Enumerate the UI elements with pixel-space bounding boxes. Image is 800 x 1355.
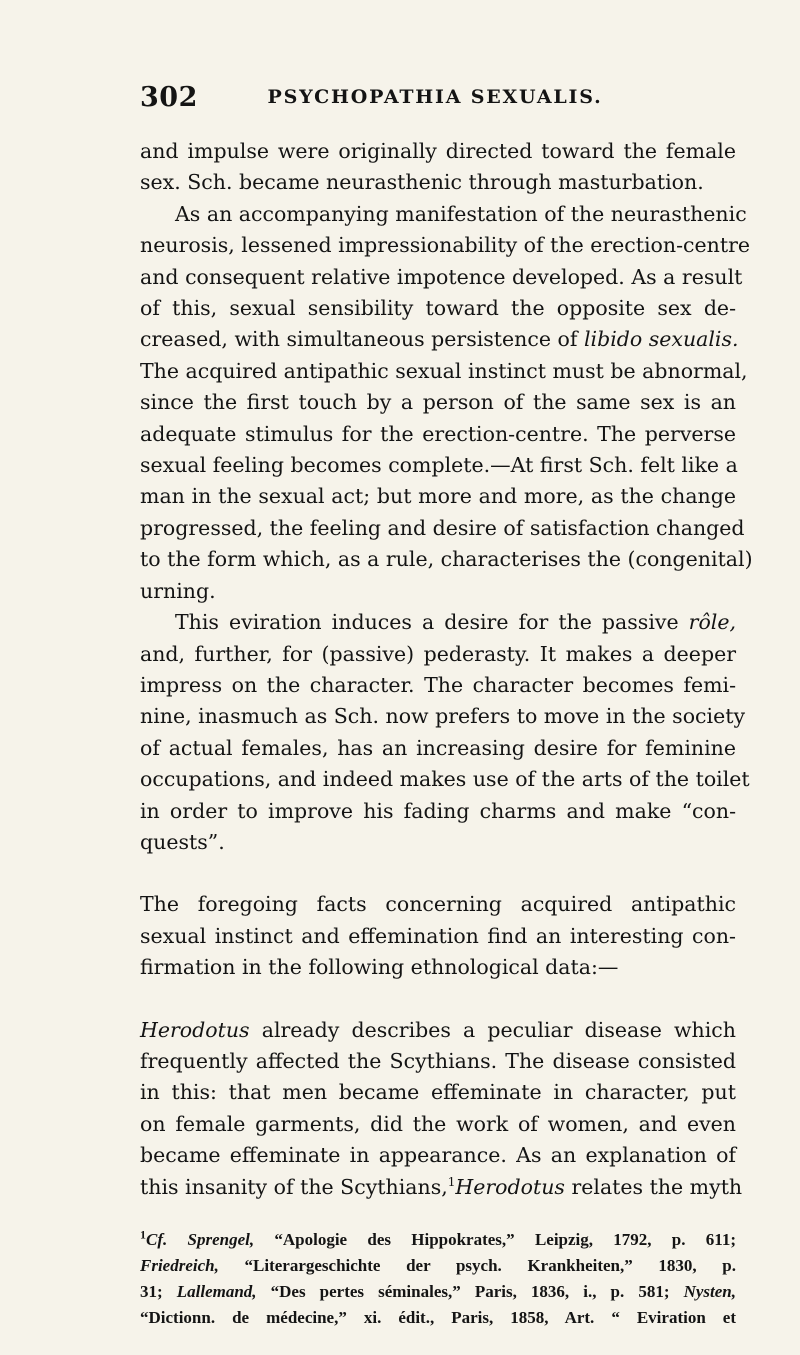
italic-name: Sprengel, xyxy=(187,1230,255,1249)
italic-term: Cf. xyxy=(146,1230,168,1249)
paragraph-gap xyxy=(140,984,736,1015)
text-line: impress on the character. The character becomes femi- xyxy=(140,672,736,697)
text-line: nine, inasmuch as Sch. now prefers to move in the society xyxy=(140,704,746,729)
text-line: progressed, the feeling and desire of satisfaction changed xyxy=(140,515,745,540)
text-line: quests”. xyxy=(140,829,225,854)
text-line: man in the sexual act; but more and more, as the change xyxy=(140,484,736,509)
italic-name: Friedreich, xyxy=(140,1256,219,1275)
text-run: already describes a peculiar disease which xyxy=(249,1017,736,1042)
text-line: became effeminate in appearance. As an explanation of xyxy=(140,1143,736,1168)
footnote-mark: 1 xyxy=(447,1174,456,1189)
italic-name: Lallemand, xyxy=(176,1282,257,1301)
text-run: this insanity of the Scythians, xyxy=(140,1174,448,1199)
text-line: firmation in the following ethnological data:— xyxy=(140,955,619,980)
text-line: of actual females, has an increasing desire for feminine xyxy=(140,735,736,760)
text-line: As an accompanying manifestation of the neurasthenic xyxy=(175,201,747,226)
text-run: “Apologie des Hippokrates,” Leipzig, 1792, p. 611; xyxy=(254,1230,736,1249)
text-run: relates the myth xyxy=(564,1174,743,1199)
footnote-line: “Dictionn. de médecine,” xi. édit., Paris, 1858, Art. “ Eviration et xyxy=(140,1308,736,1327)
text-line: in this: that men became effeminate in character, put xyxy=(140,1080,736,1105)
body-text xyxy=(140,136,753,1203)
text-line: occupations, and indeed makes use of the arts of the toilet xyxy=(140,767,750,792)
text-line: on female garments, did the work of women, and even xyxy=(140,1111,736,1136)
text-line xyxy=(140,607,736,638)
italic-name: Herodotus xyxy=(140,1017,250,1042)
text-line xyxy=(140,1172,743,1203)
italic-name: Herodotus xyxy=(455,1174,565,1199)
text-line: since the first touch by a person of the same sex is an xyxy=(140,390,736,415)
text-line: adequate stimulus for the erection-centre. The perverse xyxy=(140,421,736,446)
text-line: The foregoing facts concerning acquired antipathic xyxy=(140,892,736,917)
text-line xyxy=(140,324,739,355)
italic-term: libido sexualis. xyxy=(583,327,739,352)
text-line: and impulse were originally directed toward the female xyxy=(140,139,736,163)
text-line: urning. xyxy=(140,578,216,603)
text-line: neurosis, lessened impressionability of the erection-centre xyxy=(140,233,751,258)
italic-name: Nysten, xyxy=(683,1282,736,1301)
running-title: PSYCHOPATHIA SEXUALIS. xyxy=(267,86,603,108)
page-number: 302 xyxy=(140,82,198,113)
text-run: creased, with simultaneous persistence of xyxy=(140,327,584,352)
text-line xyxy=(140,1015,736,1046)
text-line: sexual feeling becomes complete.—At first Sch. felt like a xyxy=(140,453,738,478)
footnote xyxy=(140,1227,736,1331)
page-header xyxy=(140,82,760,116)
italic-term: rôle, xyxy=(688,610,736,635)
text-line: sex. Sch. became neurasthenic through masturbation. xyxy=(140,170,704,195)
text-line: The acquired antipathic sexual instinct must be abnormal, xyxy=(140,358,748,383)
text-run: This eviration induces a desire for the passive xyxy=(175,610,689,635)
footnote-line xyxy=(140,1279,736,1305)
text-run: “Literargeschichte der psych. Krankheiten,” 1830, p. xyxy=(218,1256,736,1275)
text-line: and consequent relative impotence developed. As a result xyxy=(140,264,743,289)
footnote-line xyxy=(140,1253,736,1279)
text-run: 31; xyxy=(140,1282,177,1301)
footnote-mark: 1 xyxy=(140,1227,146,1242)
text-line: sexual instinct and effemination find an interesting con- xyxy=(140,923,736,948)
text-line: to the form which, as a rule, characterises the (congenital) xyxy=(140,547,753,572)
text-line: and, further, for (passive) pederasty. It makes a deeper xyxy=(140,641,736,666)
text-line: in order to improve his fading charms and make “con- xyxy=(140,798,736,823)
paragraph-gap xyxy=(140,858,736,889)
footnote-line xyxy=(140,1227,736,1253)
text-line: of this, sexual sensibility toward the opposite sex de- xyxy=(140,296,736,321)
text-run: “Des pertes séminales,” Paris, 1836, i., p. 581; xyxy=(256,1282,684,1301)
text-line: frequently affected the Scythians. The disease consisted xyxy=(140,1048,736,1073)
